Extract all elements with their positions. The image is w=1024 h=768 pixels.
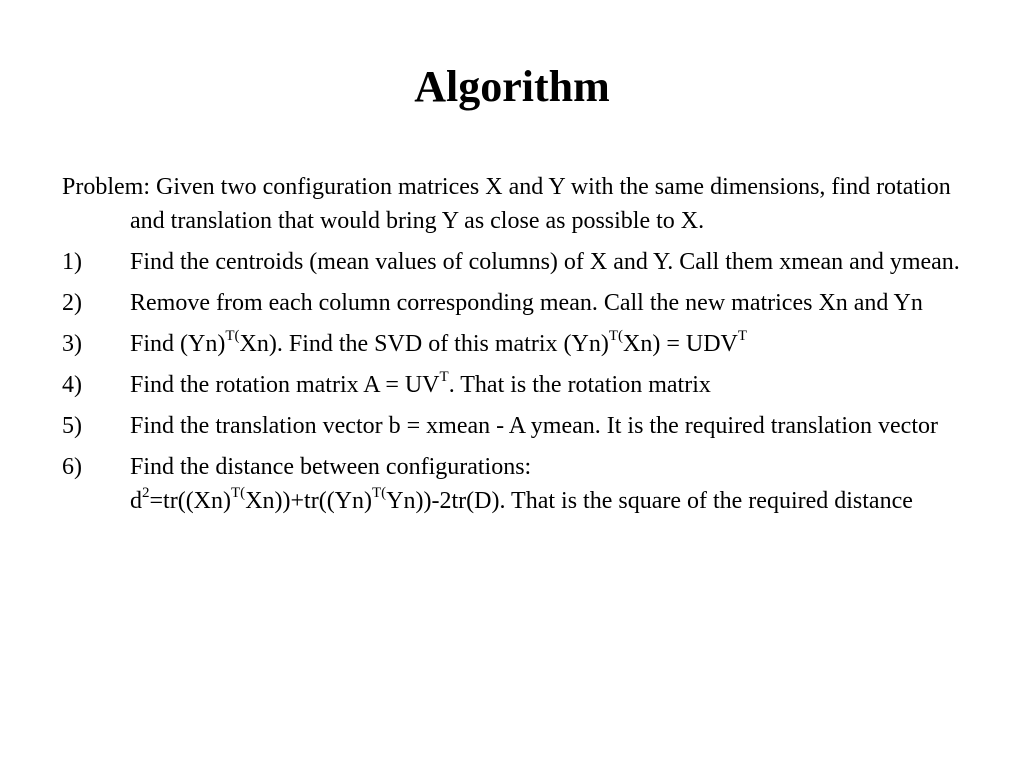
step-3 — [62, 327, 982, 361]
superscript: T — [737, 328, 748, 344]
superscript: T — [439, 369, 449, 385]
step-6 — [62, 450, 982, 518]
superscript: T( — [608, 328, 623, 344]
step-2 — [62, 286, 982, 320]
step-number: 4) — [62, 372, 82, 398]
step-text: Find the centroids (mean values of columns) of X and Y. Call them xmean and ymean. — [130, 249, 960, 275]
superscript: 2 — [142, 485, 150, 501]
problem-statement: Problem: Given two configuration matrices X and Y with the same dimensions, find rotation and translation that would bring Y as close as possible to X. — [62, 174, 951, 234]
step-4 — [62, 368, 982, 402]
step-number: 1) — [62, 249, 82, 275]
text-run: d — [130, 488, 142, 514]
slide-body — [62, 170, 982, 525]
step-text — [130, 369, 711, 398]
text-run: Xn). Find the SVD of this matrix (Yn) — [239, 331, 609, 357]
step-number: 3) — [62, 331, 82, 357]
text-run: Find the distance between configurations: — [130, 454, 532, 480]
step-5 — [62, 409, 982, 443]
step-1 — [62, 245, 982, 279]
step-number: 2) — [62, 290, 82, 316]
text-run: Find (Yn) — [130, 331, 226, 357]
step-number: 6) — [62, 454, 82, 480]
step-text: Remove from each column corresponding mean. Call the new matrices Xn and Yn — [130, 290, 923, 316]
text-run: . That is the rotation matrix — [448, 372, 711, 398]
text-run: Find the rotation matrix A = UV — [130, 372, 440, 398]
superscript: T( — [225, 328, 240, 344]
slide-title: Algorithm — [414, 62, 610, 111]
step-text — [130, 328, 748, 357]
text-run: Xn) = UDV — [623, 331, 738, 357]
step-text: Find the translation vector b = xmean - A ymean. It is the required translation vector — [130, 413, 938, 439]
superscript: T( — [231, 485, 246, 501]
step-text — [130, 454, 913, 514]
text-run: Yn))-2tr(D). That is the square of the required distance — [386, 488, 913, 514]
superscript: T( — [372, 485, 387, 501]
step-number: 5) — [62, 413, 82, 439]
text-run: Xn))+tr((Yn) — [245, 488, 373, 514]
text-run: =tr((Xn) — [149, 488, 232, 514]
